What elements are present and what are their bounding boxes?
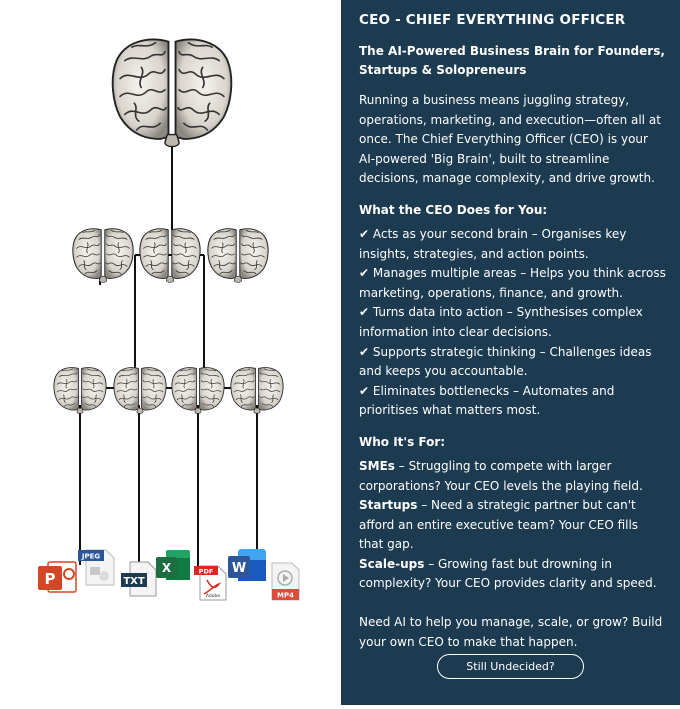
brain-mid-3 <box>208 229 268 283</box>
pdf-icon <box>194 566 226 600</box>
cta-paragraph: Need AI to help you manage, scale, or grow? Build your own CEO to make that happen. <box>359 615 663 649</box>
benefit-item: ✔ Acts as your second brain – Organises key insights, strategies, and action points. <box>359 226 627 261</box>
audience-term: SMEs <box>359 458 395 473</box>
info-panel <box>341 0 680 705</box>
word-icon <box>228 549 266 581</box>
audience-term: Startups <box>359 498 418 513</box>
panel-title: CEO - CHIEF EVERYTHING OFFICER <box>359 12 626 28</box>
intro-paragraph: Running a business means juggling strategy, operations, marketing, and execution—often all at once. The Chief Everything Officer (CEO) is your AI-powered 'Big Brain', built to streamline decisions, manage complexity, and drive growth. <box>359 93 661 186</box>
audience-text: – Struggling to compete with larger corporations? Your CEO levels the playing field. <box>359 458 643 493</box>
audience-item <box>359 496 666 555</box>
mp4-icon <box>272 563 299 600</box>
svg-text:W: W <box>231 561 247 576</box>
audience-term: Scale-ups <box>359 556 425 571</box>
brain-top <box>113 40 232 147</box>
powerpoint-icon <box>38 562 76 592</box>
audience-text: – Growing fast but drowning in complexity? Your CEO provides clarity and speed. <box>359 556 657 591</box>
benefit-item: ✔ Supports strategic thinking – Challenges ideas and keeps you accountable. <box>359 344 652 379</box>
who-heading: Who It's For: <box>359 434 446 449</box>
jpeg-icon <box>78 550 114 585</box>
benefit-item: ✔ Eliminates bottlenecks – Automates and prioritises what matters most. <box>359 383 615 418</box>
brain-hierarchy-diagram <box>0 0 341 705</box>
audience-item <box>359 457 666 496</box>
benefit-item: ✔ Turns data into action – Synthesises complex information into clear decisions. <box>359 305 643 339</box>
panel-subtitle: The AI-Powered Business Brain for Founders, Startups & Solopreneurs <box>359 44 665 77</box>
benefit-item: ✔ Manages multiple areas – Helps you think across marketing, operations, finance, and growth. <box>359 266 666 300</box>
diagram-panel <box>0 0 341 705</box>
audience-item <box>359 555 666 594</box>
txt-icon <box>121 562 156 596</box>
svg-text:P: P <box>44 570 56 588</box>
does-heading: What the CEO Does for You: <box>359 202 548 217</box>
excel-icon <box>156 550 190 580</box>
still-undecided-button[interactable]: Still Undecided? <box>437 654 583 679</box>
audience-text: – Need a strategic partner but can't afford an entire executive team? Your CEO fills that gap. <box>359 498 639 552</box>
brain-mid-1 <box>73 229 133 283</box>
svg-text:TXT: TXT <box>123 576 145 587</box>
svg-text:JPEG: JPEG <box>81 552 101 561</box>
svg-text:PDF: PDF <box>198 567 214 576</box>
svg-text:X: X <box>161 561 172 575</box>
svg-text:Adobe: Adobe <box>205 594 221 599</box>
button-row <box>341 654 680 679</box>
svg-text:MP4: MP4 <box>277 591 294 600</box>
connector-lines <box>80 140 257 575</box>
